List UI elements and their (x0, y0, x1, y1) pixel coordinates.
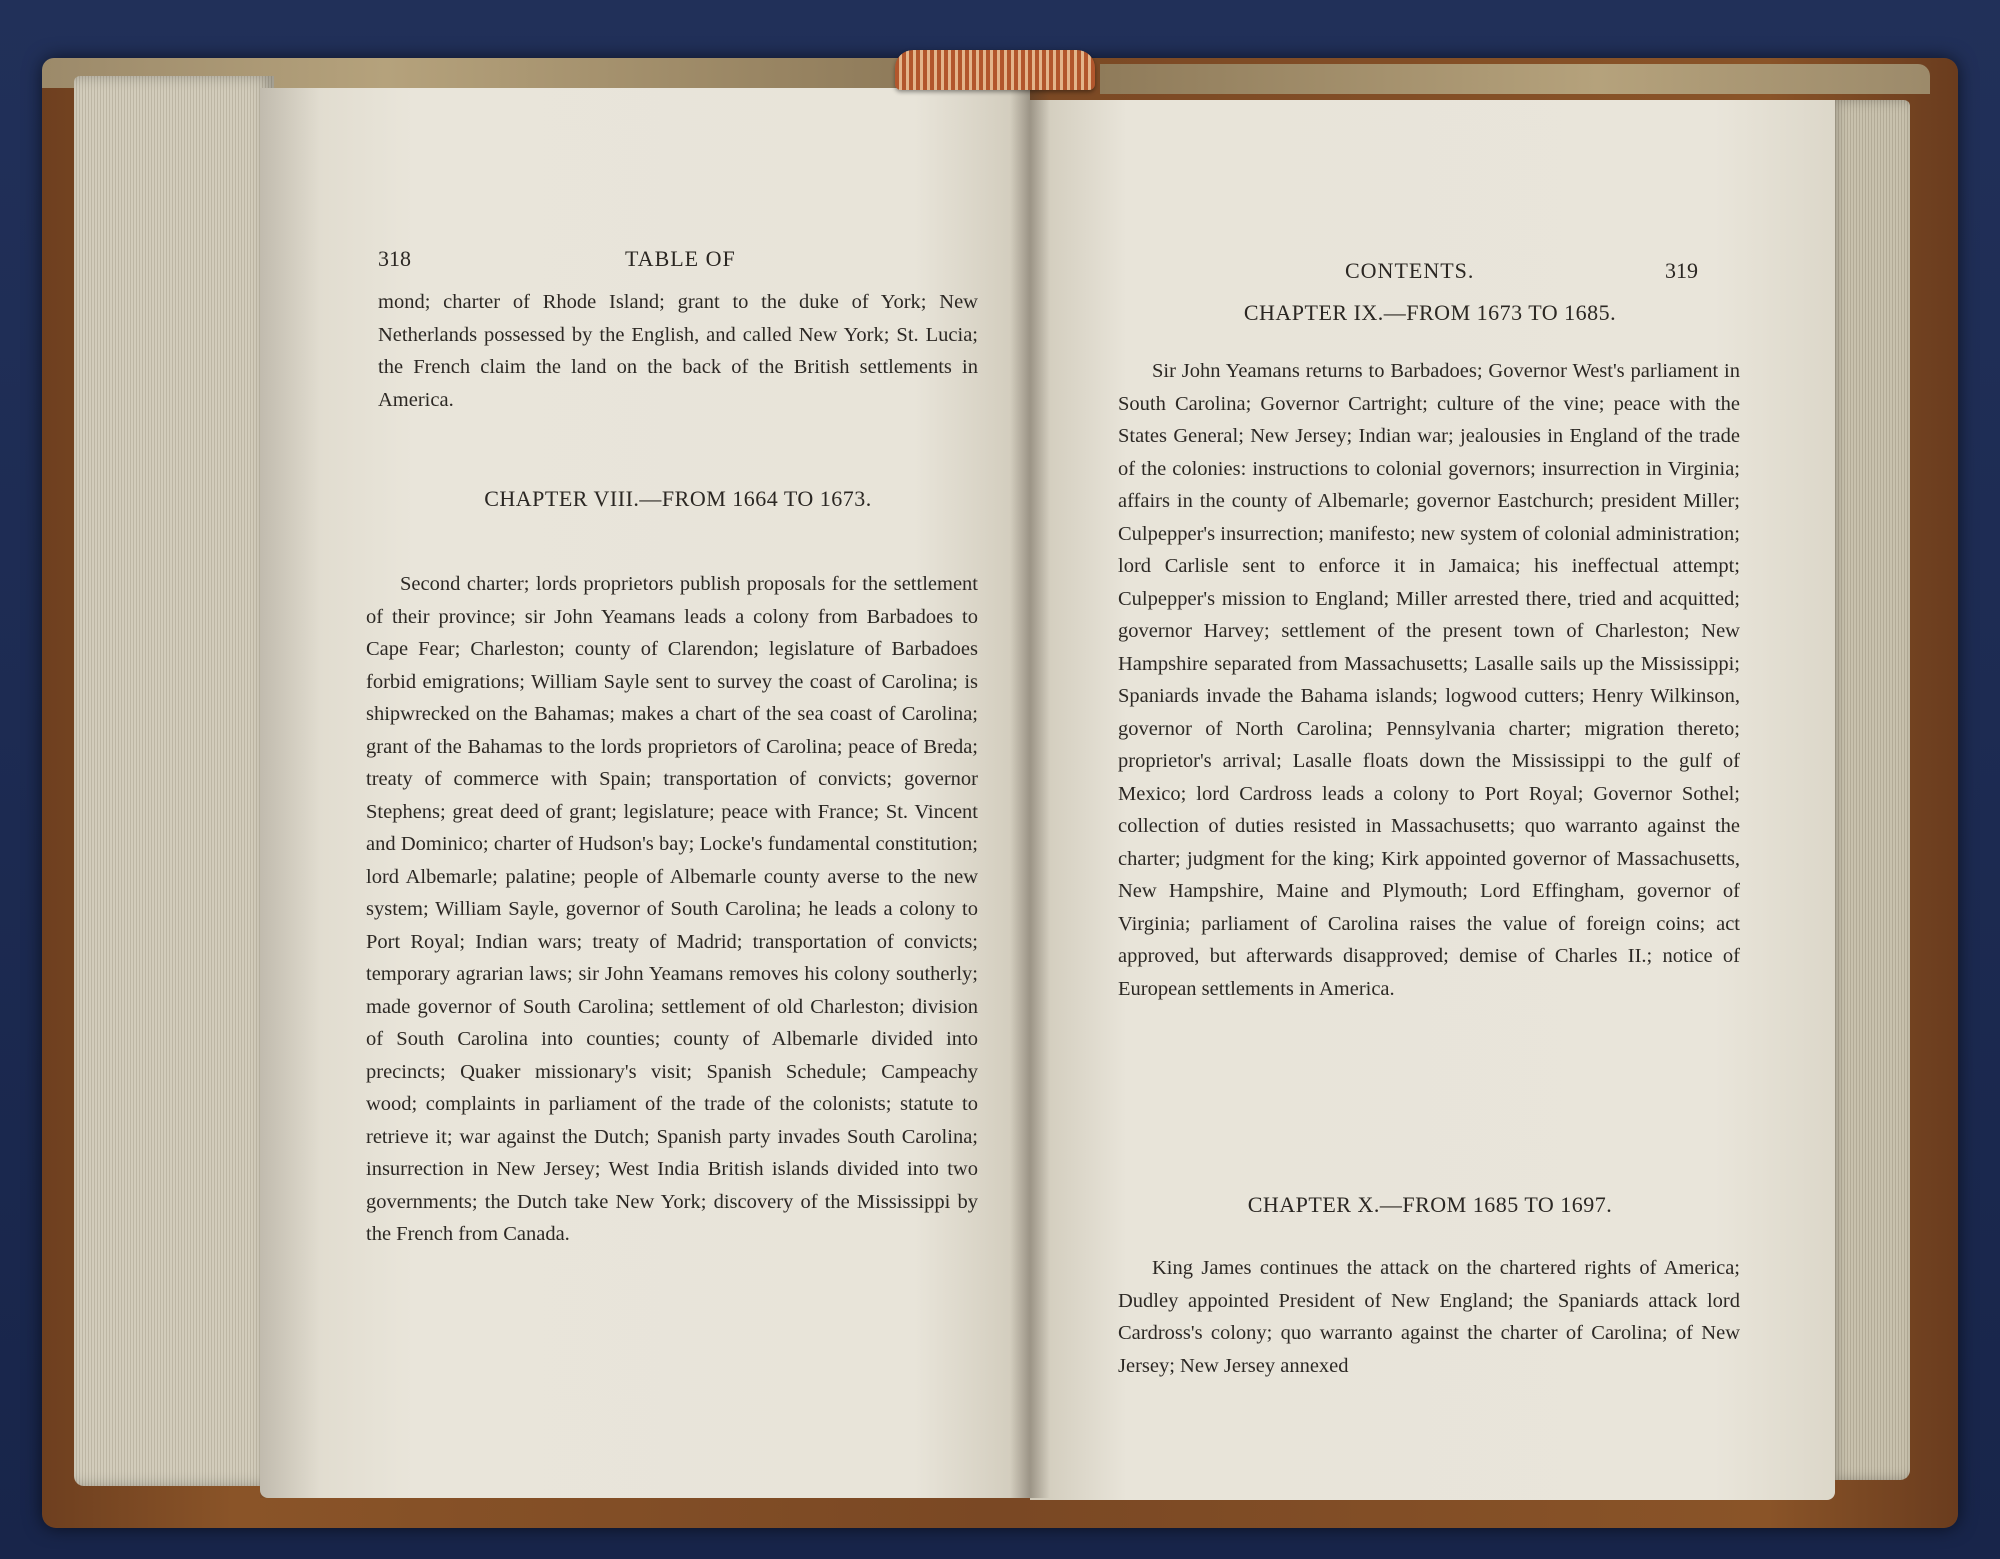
chapter-ix-paragraph: Sir John Yeamans returns to Barbadoes; Governor West's parliament in South Carolina; Governor Cartright; culture of the vine; peace with the States General; New Jersey; Indian war; jealousies in England of the trade of the colonies: instructions to colonial governors; insurrection in Virginia; affairs in the county of Albemarle; governor Eastchurch; president Miller; Culpepper's insurrection; manifesto; new system of colonial administration; lord Carlisle sent to enforce it in Jamaica; his ineffectual attempt; Culpepper's mission to England; Miller arrested there, tried and acquitted; governor Harvey; settlement of the present town of Charleston; New Hampshire separated from Massachusetts; Lasalle sails up the Mississippi; Spaniards invade the Bahama islands; logwood cutters; Henry Wilkinson, governor of North Carolina; Pennsylvania charter; migration thereto; proprietor's arrival; Lasalle floats down the Mississippi to the gulf of Mexico; lord Cardross leads a colony to Port Royal; Governor Sothel; collection of duties resisted in Massachusetts; quo warranto against the charter; judgment for the king; Kirk appointed governor of Massachusetts, New Hampshire, Maine and Plymouth; Lord Effingham, governor of Virginia; parliament of Carolina raises the value of foreign coins; act approved, but afterwards disapproved; demise of Charles II.; notice of European settlements in America. (1118, 360, 1740, 1000)
headband (895, 50, 1095, 90)
right-running-head: CONTENTS. (1345, 258, 1475, 283)
page-stack-left (74, 76, 274, 1486)
left-continuation-text (378, 286, 978, 416)
cover-cloth-right (1100, 64, 1930, 94)
right-page-number: 319 (1665, 258, 1698, 283)
chapter-ix-heading: CHAPTER IX.—FROM 1673 TO 1685. (1243, 300, 1617, 325)
chapter-x-text (1118, 1252, 1740, 1382)
left-page-shadow (260, 88, 320, 1498)
chapter-viii-text (366, 568, 978, 1251)
chapter-ix-text (1118, 355, 1740, 1005)
chapter-viii-heading: CHAPTER VIII.—FROM 1664 TO 1673. (484, 486, 872, 511)
chapter-x-paragraph: King James continues the attack on the chartered rights of America; Dudley appointed President of New England; the Spaniards attack lord Cardross's colony; quo warranto against the charter of Carolina; of New Jersey; New Jersey annexed (1118, 1257, 1740, 1377)
left-running-head: TABLE OF (625, 246, 736, 271)
left-page (260, 88, 1030, 1498)
page-stack-right (1830, 100, 1910, 1480)
book-gutter (1010, 88, 1050, 1498)
chapter-viii-paragraph: Second charter; lords proprietors publish proposals for the settlement of their province; sir John Yeamans leads a colony from Barbadoes to Cape Fear; Charleston; county of Clarendon; legislature of Barbadoes forbid emigrations; William Sayle sent to survey the coast of Carolina; is shipwrecked on the Bahamas; makes a chart of the sea coast of Carolina; grant of the Bahamas to the lords proprietors of Carolina; peace of Breda; treaty of commerce with Spain; transportation of convicts; governor Stephens; great deed of grant; legislature; peace with France; St. Vincent and Dominico; charter of Hudson's bay; Locke's fundamental constitution; lord Albemarle; palatine; people of Albemarle county averse to the new system; William Sayle, governor of South Carolina; he leads a colony to Port Royal; Indian wars; treaty of Madrid; transportation of convicts; temporary agrarian laws; sir John Yeamans removes his colony southerly; made governor of South Carolina; settlement of old Charleston; division of South Carolina into counties; county of Albemarle divided into precincts; Quaker missionary's visit; Spanish Schedule; Campeachy wood; complaints in parliament of the trade of the colonists; statute to retrieve it; war against the Dutch; Spanish party invades South Carolina; insurrection in New Jersey; West India British islands divided into two governments; the Dutch take New York; discovery of the Mississippi by the French from Canada. (366, 573, 978, 1245)
continuation-paragraph: mond; charter of Rhode Island; grant to the duke of York; New Netherlands possessed by the English, and called New York; St. Lucia; the French claim the land on the back of the British settlements in America. (378, 291, 978, 411)
left-page-number: 318 (378, 246, 411, 271)
chapter-x-heading: CHAPTER X.—FROM 1685 TO 1697. (1247, 1192, 1613, 1217)
right-page (1030, 100, 1835, 1500)
